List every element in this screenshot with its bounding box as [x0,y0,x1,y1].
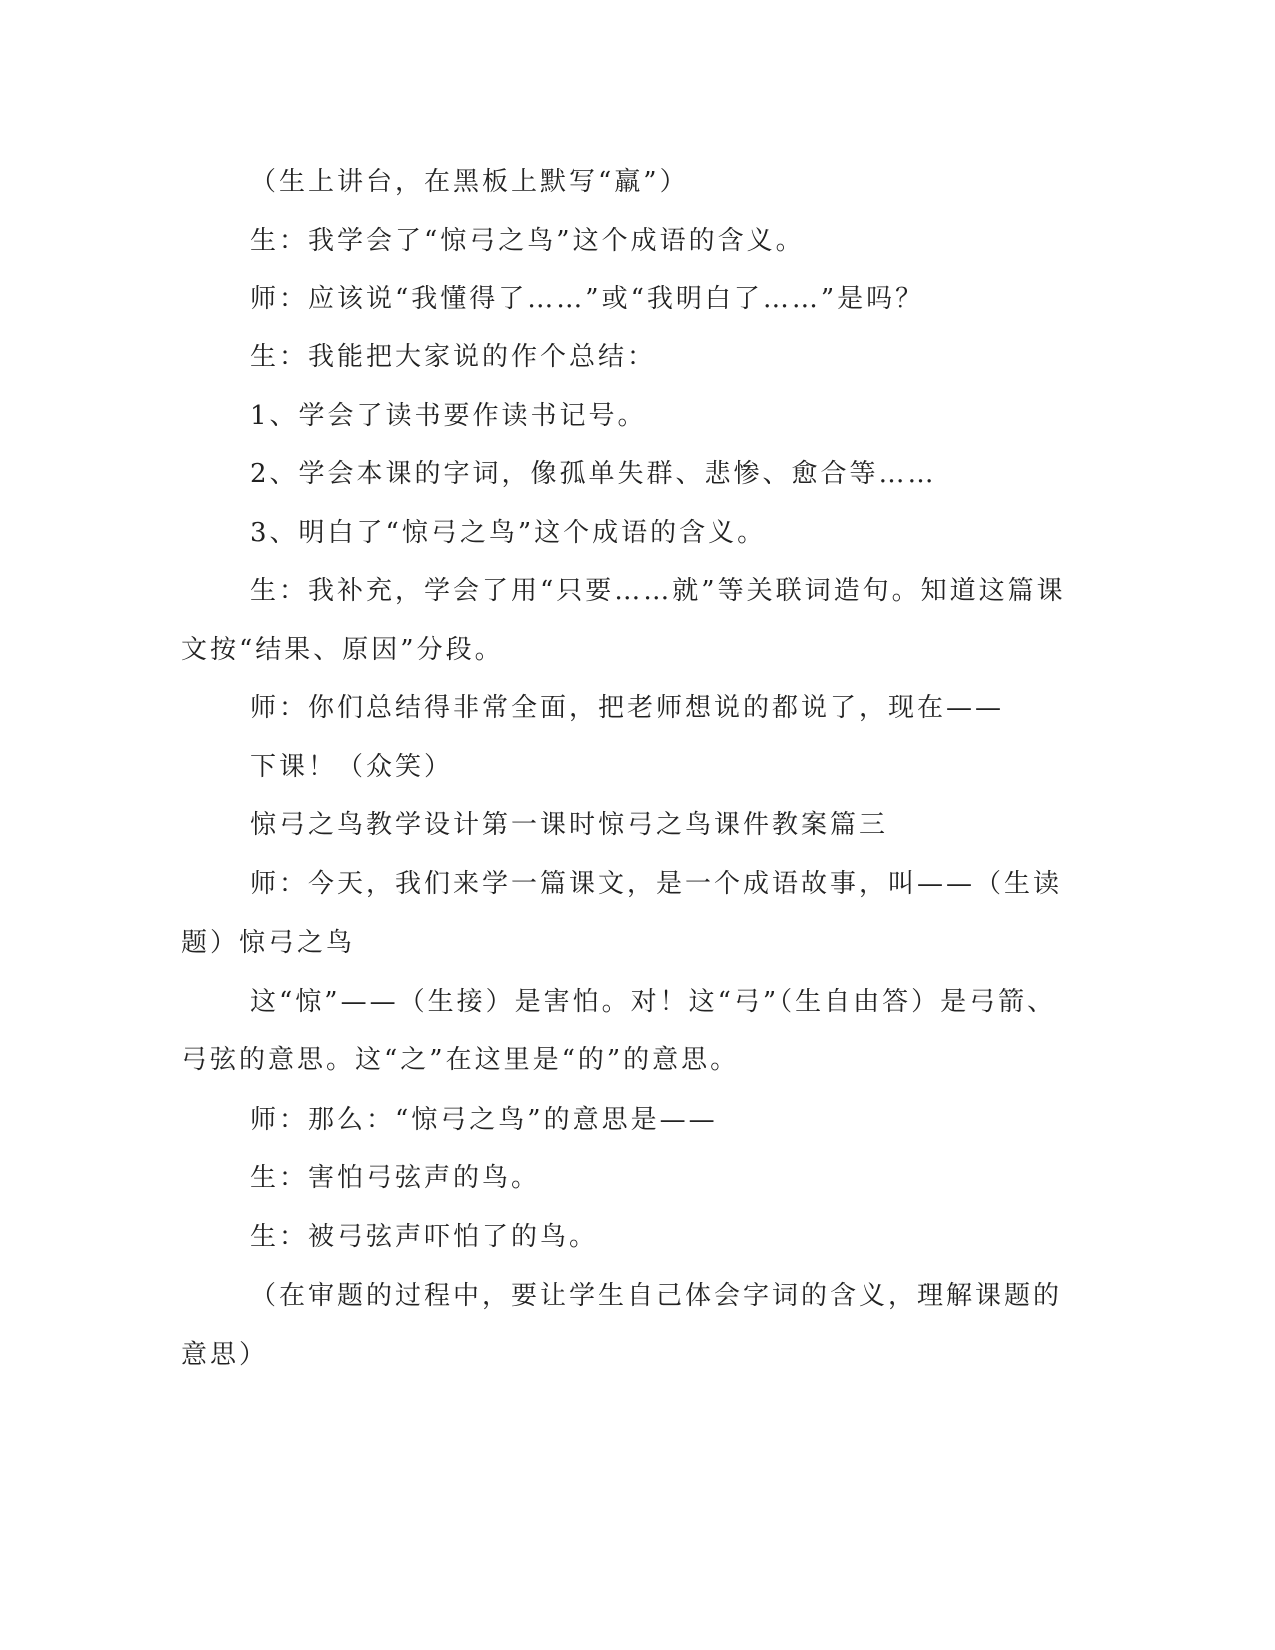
list-item: 1、学会了读书要作读书记号。 [250,401,647,431]
paragraph-line: 生：被弓弦声吓怕了的鸟。 [250,1222,599,1252]
paragraph-line: 这“惊”——（生接）是害怕。对！这“弓”（生自由答）是弓箭、 [250,987,1057,1017]
list-item: 2、学会本课的字词，像孤单失群、悲惨、愈合等…… [250,459,937,489]
paragraph-line: 题）惊弓之鸟 [181,928,356,958]
paragraph-line: （在审题的过程中，要让学生自己体会字词的含义，理解课题的 [250,1281,1063,1311]
paragraph-line: 生：我学会了“惊弓之鸟”这个成语的含义。 [250,226,805,256]
paragraph-line: 生：我能把大家说的作个总结： [250,342,657,372]
section-heading: 惊弓之鸟教学设计第一课时惊弓之鸟课件教案篇三 [250,810,889,840]
paragraph-line: 弓弦的意思。这“之”在这里是“的”的意思。 [181,1045,740,1075]
paragraph-line: （生上讲台，在黑板上默写“羸”） [250,167,689,197]
paragraph-line: 师：今天，我们来学一篇课文，是一个成语故事，叫——（生读 [250,869,1063,899]
paragraph-line: 师：应该说“我懂得了……”或“我明白了……”是吗？ [250,284,925,314]
list-item: 3、明白了“惊弓之鸟”这个成语的含义。 [250,518,767,548]
paragraph-line: 生：害怕弓弦声的鸟。 [250,1163,541,1193]
paragraph-line: 意思） [181,1340,269,1370]
paragraph-line: 下课！（众笑） [250,752,454,782]
paragraph-line: 生：我补充，学会了用“只要……就”等关联词造句。知道这篇课 [250,576,1066,606]
paragraph-line: 文按“结果、原因”分段。 [181,635,504,665]
paragraph-line: 师：你们总结得非常全面，把老师想说的都说了，现在—— [250,693,1005,723]
paragraph-line: 师：那么：“惊弓之鸟”的意思是—— [250,1105,718,1135]
